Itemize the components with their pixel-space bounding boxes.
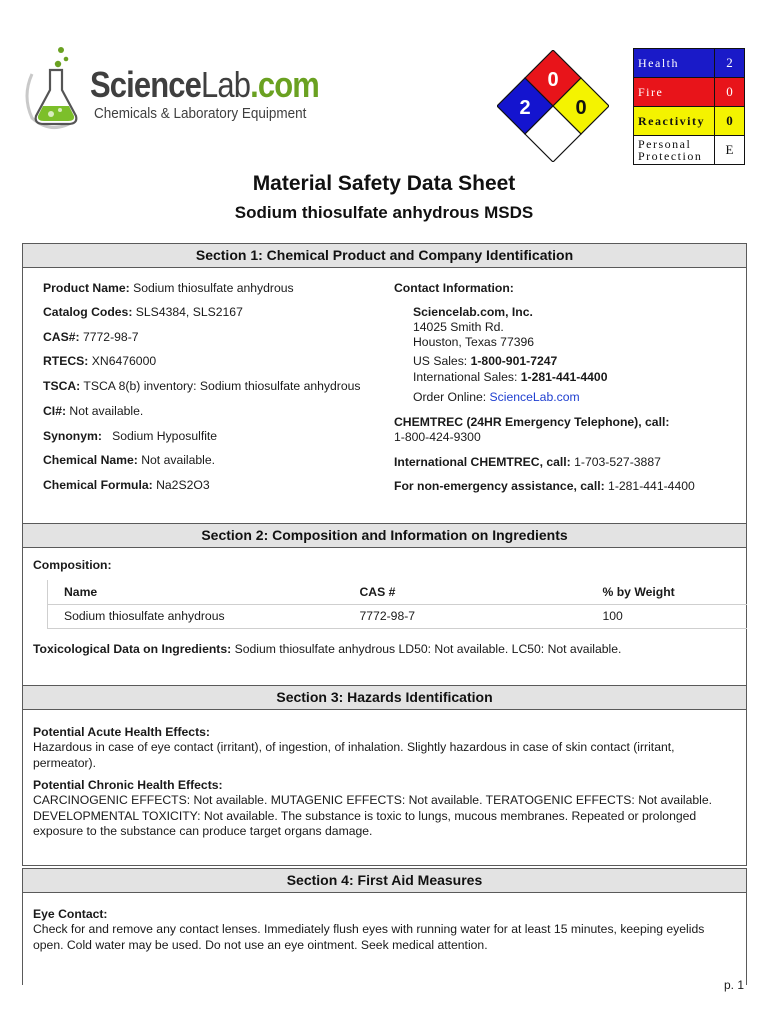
international-sales: International Sales: 1-281-441-4400 [413, 370, 608, 384]
nfpa-health-value: 2 [519, 97, 531, 119]
section-body [22, 548, 747, 692]
company-name: Sciencelab.com, Inc. [413, 305, 533, 319]
cell-name: Sodium thiosulfate anhydrous [48, 604, 344, 628]
chemtrec-label: CHEMTREC (24HR Emergency Telephone), call: [394, 415, 670, 429]
toxicological-data: Toxicological Data on Ingredients: Sodium thiosulfate anhydrous LD50: Not available. LC50: Not available. [33, 642, 622, 656]
chronic-effects-text: CARCINOGENIC EFFECTS: Not available. MUTAGENIC EFFECTS: Not available. TERATOGENIC EFFECTS: Not available. DEVELOPMENTAL TOXICITY: Not available. The substance is toxic to lungs, mucous membranes. Repeated or prolonged exposure to the substance can produce target organs damage. [33, 793, 713, 838]
section-body [22, 710, 747, 866]
field-cas: CAS#: 7772-98-7 [43, 330, 139, 344]
chronic-effects-label: Potential Chronic Health Effects: [33, 778, 223, 792]
column-header-cas: CAS # [344, 580, 587, 604]
section-2 [22, 523, 747, 692]
composition-table [47, 580, 747, 629]
section-3 [22, 685, 747, 866]
section-1 [22, 243, 747, 530]
section-body [22, 268, 747, 530]
field-ci: CI#: Not available. [43, 404, 144, 418]
nfpa-diamond [497, 50, 609, 162]
non-emergency-assistance: For non-emergency assistance, call: 1-281-441-4400 [394, 479, 695, 493]
column-header-weight: % by Weight [587, 580, 748, 604]
nfpa-reactivity-value: 0 [575, 97, 587, 119]
logo-wordmark: ScienceLab.com [90, 64, 319, 105]
contact-label: Contact Information: [394, 281, 514, 295]
section-heading: Section 2: Composition and Information on Ingredients [22, 523, 747, 548]
document-title: Material Safety Data Sheet [252, 172, 516, 195]
hazard-row-fire [634, 78, 745, 107]
section-heading: Section 1: Chemical Product and Company Identification [22, 243, 747, 268]
table-header-row [48, 580, 748, 604]
hazard-row-personal-protection [634, 136, 745, 165]
international-chemtrec: International CHEMTREC, call: 1-703-527-3887 [394, 455, 661, 469]
column-header-name: Name [48, 580, 344, 604]
section-heading: Section 3: Hazards Identification [22, 685, 747, 710]
acute-effects-label: Potential Acute Health Effects: [33, 725, 210, 739]
hazard-value: 2 [715, 49, 745, 78]
field-chemical-name: Chemical Name: Not available. [43, 453, 216, 467]
hazard-label: Reactivity [634, 107, 715, 136]
hazard-label: Health [634, 49, 715, 78]
section-heading: Section 4: First Aid Measures [22, 868, 747, 893]
chemtrec-phone: 1-800-424-9300 [394, 430, 481, 444]
hazard-rating-table [633, 48, 745, 165]
cell-weight: 100 [587, 604, 748, 628]
order-online: Order Online: ScienceLab.com [413, 390, 580, 404]
us-sales: US Sales: 1-800-901-7247 [413, 354, 558, 368]
hazard-row-health [634, 49, 745, 78]
hazard-value: 0 [715, 107, 745, 136]
address-line-1: 14025 Smith Rd. [413, 320, 504, 334]
page-number: p. 1 [724, 978, 745, 992]
field-rtecs: RTECS: XN6476000 [43, 354, 157, 368]
address-line-2: Houston, Texas 77396 [413, 335, 535, 349]
section-body [22, 893, 747, 985]
document-subtitle: Sodium thiosulfate anhydrous MSDS [234, 203, 534, 222]
hazard-value: 0 [715, 78, 745, 107]
hazard-row-reactivity [634, 107, 745, 136]
acute-effects-text: Hazardous in case of eye contact (irritant), of ingestion, of inhalation. Slightly hazardous in case of skin contact (irritant, permeator). [33, 740, 675, 770]
nfpa-fire-value: 0 [547, 69, 559, 91]
flask-icon [18, 44, 88, 134]
section-4 [22, 868, 747, 985]
hazard-label: Personal Protection [634, 136, 715, 165]
eye-contact-label: Eye Contact: [33, 907, 108, 921]
field-chemical-formula: Chemical Formula: Na2S2O3 [43, 478, 210, 492]
field-product-name: Product Name: Sodium thiosulfate anhydrous [43, 281, 294, 295]
field-catalog-codes: Catalog Codes: SLS4384, SLS2167 [43, 305, 243, 319]
order-online-link[interactable]: ScienceLab.com [489, 390, 580, 404]
hazard-label: Fire [634, 78, 715, 107]
table-row [48, 604, 748, 628]
hazard-value: E [715, 136, 745, 165]
field-synonym: Synonym: Sodium Hyposulfite [43, 429, 218, 443]
sciencelab-logo [18, 44, 319, 134]
eye-contact-text: Check for and remove any contact lenses. Immediately flush eyes with running water for at least 15 minutes, keeping eyelids open. Cold water may be used. Do not use an eye ointment. Seek medical attention. [33, 922, 705, 952]
cell-cas: 7772-98-7 [344, 604, 587, 628]
field-tsca: TSCA: TSCA 8(b) inventory: Sodium thiosulfate anhydrous [43, 379, 361, 393]
logo-tagline: Chemicals & Laboratory Equipment [94, 105, 307, 122]
composition-label: Composition: [33, 558, 112, 572]
